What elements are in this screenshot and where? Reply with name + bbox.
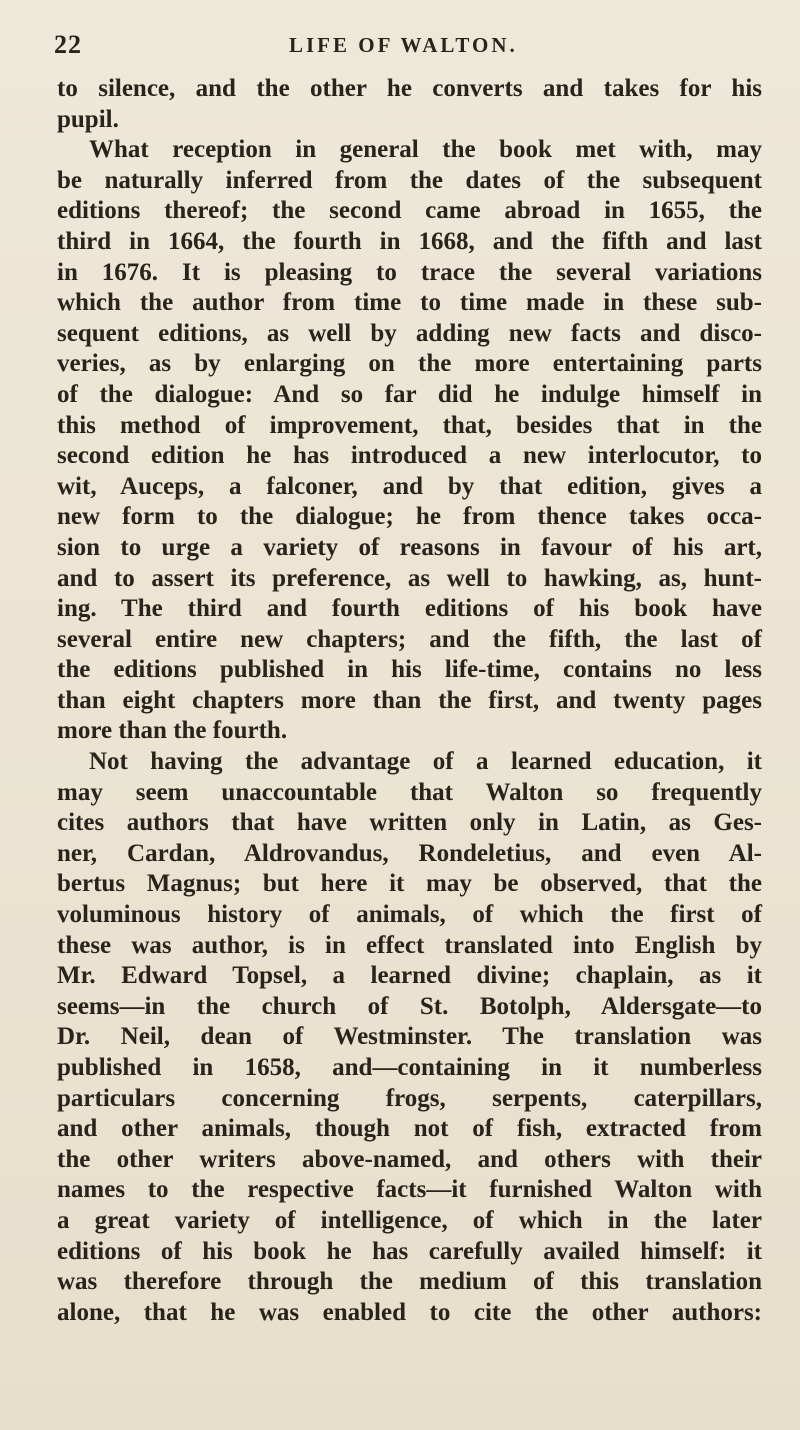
text-line: of the dialogue: And so far did he indulge himself in: [57, 380, 762, 408]
text-line: several entire new chapters; and the fifth, the last of: [57, 625, 762, 653]
text-line: second edition he has introduced a new interlocutor, to: [57, 442, 762, 470]
text-line: published in 1658, and—containing in it numberless: [57, 1054, 762, 1081]
text-line: sion to urge a variety of reasons in favour of his art,: [57, 533, 762, 561]
text-line: cites authors that have written only in Latin, as Ges-: [57, 809, 762, 837]
text-line: and other animals, though not of fish, extracted from: [57, 1115, 762, 1143]
text-line: seems—in the church of St. Botolph, Aldersgate—to: [57, 992, 762, 1020]
text-line: to silence, and the other he converts and takes for his: [57, 75, 762, 102]
text-line: in 1676. It is pleasing to trace the several variations: [57, 258, 762, 286]
text-line: alone, that he was enabled to cite the other authors:: [57, 1298, 762, 1326]
text-line: and to assert its preference, as well to hawking, as, hunt-: [57, 564, 762, 592]
text-line: voluminous history of animals, of which the first of: [57, 901, 762, 929]
text-line: these was author, is in effect translated into English by: [57, 931, 762, 959]
text-line: sequent editions, as well by adding new facts and disco-: [57, 319, 762, 347]
text-line: than eight chapters more than the first, and twenty pages: [57, 686, 762, 714]
page-number: 22: [54, 30, 82, 59]
text-line: this method of improvement, that, besides that in the: [57, 411, 762, 439]
text-line: veries, as by enlarging on the more entertaining parts: [57, 350, 762, 378]
text-line: Not having the advantage of a learned education, it: [89, 748, 762, 776]
text-line: names to the respective facts—it furnished Walton with: [57, 1176, 762, 1204]
text-line: What reception in general the book met with, may: [89, 136, 762, 164]
text-line: wit, Auceps, a falconer, and by that edition, gives a: [57, 472, 762, 500]
text-line: bertus Magnus; but here it may be observed, that the: [57, 870, 762, 898]
text-line: may seem unaccountable that Walton so frequently: [57, 778, 762, 806]
text-line: new form to the dialogue; he from thence takes occa-: [57, 503, 762, 531]
text-line: Mr. Edward Topsel, a learned divine; chaplain, as it: [57, 962, 762, 990]
text-line: was therefore through the medium of this translation: [57, 1268, 762, 1296]
text-line: the editions published in his life-time, contains no less: [57, 656, 762, 684]
text-line: pupil.: [57, 105, 119, 133]
page-header: [54, 30, 754, 60]
text-line: particulars concerning frogs, serpents, caterpillars,: [57, 1084, 762, 1112]
text-line: ner, Cardan, Aldrovandus, Rondeletius, and even Al-: [57, 839, 762, 867]
text-line: editions of his book he has carefully availed himself: it: [57, 1237, 762, 1265]
text-line: editions thereof; the second came abroad in 1655, the: [57, 197, 762, 225]
text-line: which the author from time to time made in these sub-: [57, 289, 762, 317]
text-line: Dr. Neil, dean of Westminster. The translation was: [57, 1023, 762, 1051]
text-line: third in 1664, the fourth in 1668, and the fifth and last: [57, 227, 762, 255]
text-line: ing. The third and fourth editions of his book have: [57, 595, 762, 623]
body-text: [57, 74, 762, 1328]
running-head: LIFE OF WALTON.: [289, 33, 518, 57]
text-line: more than the fourth.: [57, 717, 288, 745]
text-line: be naturally inferred from the dates of the subsequent: [57, 166, 762, 194]
text-line: the other writers above-named, and others with their: [57, 1145, 762, 1173]
text-line: a great variety of intelligence, of which in the later: [57, 1206, 762, 1234]
